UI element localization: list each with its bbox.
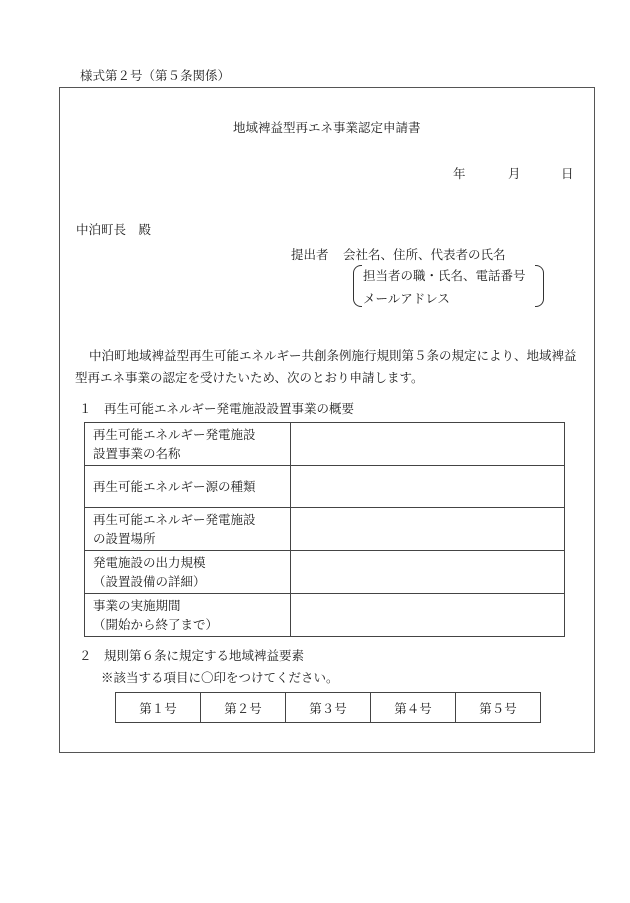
- application-statement: 中泊町地域裨益型再生可能エネルギー共創条例施行規則第５条の規定により、地域裨益型再エネ事業の認定を受けたいため、次のとおり申請します。: [75, 348, 577, 385]
- table-row: [85, 423, 565, 466]
- row-value-field[interactable]: [291, 594, 565, 637]
- row-value-field[interactable]: [291, 466, 565, 508]
- date-day-label: 日: [561, 166, 574, 181]
- option-item-4[interactable]: 第４号: [371, 693, 456, 723]
- table-row: [85, 466, 565, 508]
- project-overview-table: [84, 422, 565, 637]
- option-item-2[interactable]: 第２号: [201, 693, 286, 723]
- date-year-label: 年: [453, 166, 466, 181]
- row-value-field[interactable]: [291, 551, 565, 594]
- submitter-detail: 会社名、住所、代表者の氏名: [343, 247, 506, 262]
- row-label: 再生可能エネルギー発電施設 の設置場所: [85, 508, 291, 551]
- section-1-heading: １ 再生可能エネルギー発電施設設置事業の概要: [79, 401, 355, 416]
- row-value-field[interactable]: [291, 423, 565, 466]
- section-2-instruction: ※該当する項目に〇印をつけてください。: [101, 670, 339, 685]
- bracket-left-shape: [353, 265, 362, 307]
- date-month-label: 月: [508, 166, 521, 181]
- option-item-3[interactable]: 第３号: [286, 693, 371, 723]
- table-row: [85, 508, 565, 551]
- addressee: 中泊町長 殿: [76, 222, 152, 237]
- contact-line-1: 担当者の職・氏名、電話番号: [363, 268, 526, 283]
- row-value-field[interactable]: [291, 508, 565, 551]
- option-item-1[interactable]: 第１号: [116, 693, 201, 723]
- contact-line-2: メールアドレス: [363, 291, 450, 306]
- row-label: 再生可能エネルギー発電施設 設置事業の名称: [85, 423, 291, 466]
- benefit-element-choice-table: [115, 692, 541, 723]
- submitter-label: 提出者: [291, 247, 329, 262]
- table-row: [85, 551, 565, 594]
- row-label: 事業の実施期間 （開始から終了まで）: [85, 594, 291, 637]
- document-title: 地域裨益型再エネ事業認定申請書: [233, 120, 421, 135]
- table-row: [116, 693, 541, 723]
- section-2-heading: ２ 規則第６条に規定する地域裨益要素: [79, 648, 305, 663]
- row-label: 再生可能エネルギー源の種類: [85, 466, 291, 508]
- bracket-right-shape: [535, 265, 544, 307]
- form-number-label: 様式第２号（第５条関係）: [80, 68, 231, 83]
- row-label: 発電施設の出力規模 （設置設備の詳細）: [85, 551, 291, 594]
- table-row: [85, 594, 565, 637]
- option-item-5[interactable]: 第５号: [456, 693, 541, 723]
